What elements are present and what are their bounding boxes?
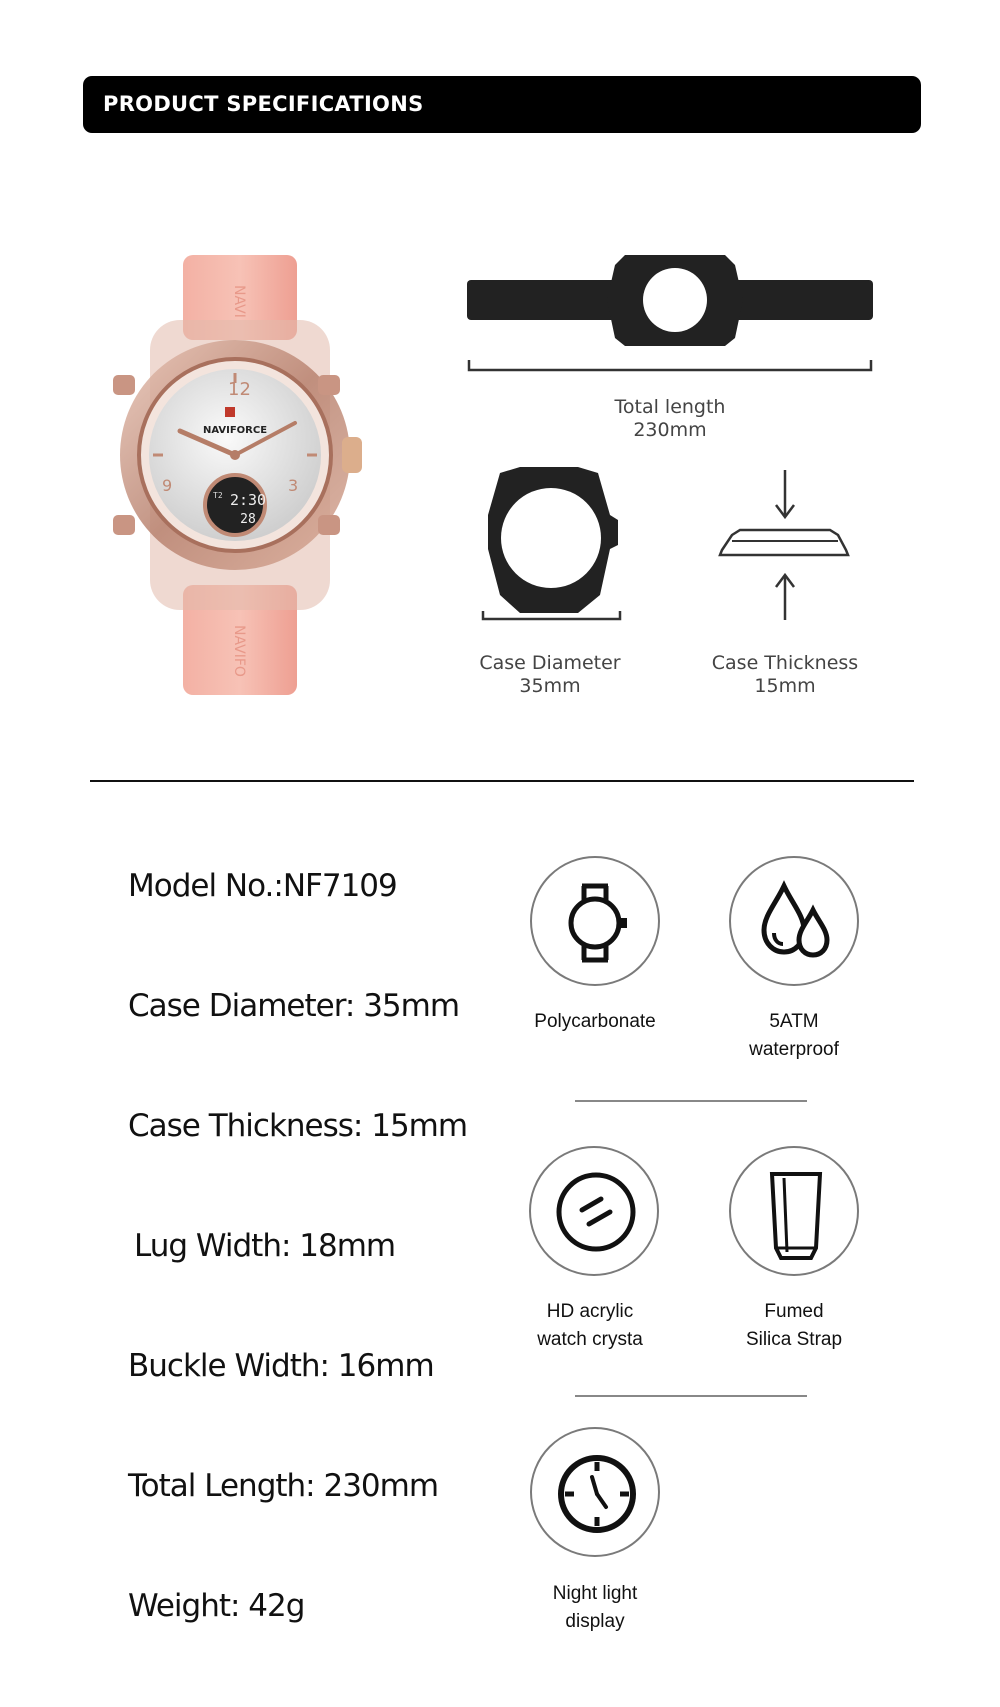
case-thickness-caption	[685, 652, 885, 698]
spec-total-length: Total Length: 230mm	[128, 1468, 439, 1504]
feature-label-line: Night light	[552, 1583, 638, 1604]
svg-text:12: 12	[228, 379, 251, 400]
svg-text:NAVI: NAVI	[231, 285, 247, 318]
strap-length-diagram	[465, 250, 875, 380]
section-divider	[90, 780, 914, 782]
feature-silica-strap-label	[704, 1298, 884, 1354]
watch-case-icon	[532, 858, 662, 988]
feature-silica-strap	[729, 1146, 859, 1276]
feature-acrylic-crystal	[529, 1146, 659, 1276]
case-diameter-value: 35mm	[519, 675, 581, 697]
case-thickness-value: 15mm	[754, 675, 816, 697]
feature-night-light-label	[505, 1580, 685, 1636]
spec-buckle-width: Buckle Width: 16mm	[128, 1348, 434, 1384]
feature-night-light	[530, 1427, 660, 1557]
spec-case-diameter: Case Diameter: 35mm	[128, 988, 460, 1024]
feature-label-line: Polycarbonate	[534, 1011, 656, 1032]
spec-case-thickness: Case Thickness: 15mm	[128, 1108, 468, 1144]
strap-icon	[731, 1148, 861, 1278]
feature-label-line: watch crysta	[537, 1329, 643, 1350]
section-title: PRODUCT SPECIFICATIONS	[103, 92, 424, 116]
section-header	[83, 76, 921, 133]
case-thickness-label: Case Thickness	[711, 652, 859, 674]
feature-waterproof	[729, 856, 859, 986]
feature-label-line: 5ATM	[769, 1011, 819, 1032]
water-drops-icon	[731, 858, 861, 988]
watch-product-image	[110, 255, 380, 695]
total-length-value: 230mm	[633, 419, 707, 441]
case-diameter-label: Case Diameter	[479, 652, 621, 674]
case-thickness-diagram	[710, 465, 860, 625]
svg-text:3: 3	[288, 476, 299, 495]
spec-model-number: Model No.:NF7109	[128, 868, 397, 904]
feature-label-line: Silica Strap	[745, 1329, 843, 1350]
clock-icon	[532, 1429, 662, 1559]
acrylic-crystal-icon	[531, 1148, 661, 1278]
watch-brand-text: NAVIFORCE	[202, 425, 268, 436]
feature-divider	[575, 1395, 807, 1397]
feature-waterproof-label	[704, 1008, 884, 1064]
digital-time-text: 2:30	[229, 491, 267, 509]
feature-divider	[575, 1100, 807, 1102]
feature-acrylic-crystal-label	[500, 1298, 680, 1354]
feature-label-line: HD acrylic	[546, 1301, 634, 1322]
total-length-caption	[570, 396, 770, 442]
case-diameter-caption	[450, 652, 650, 698]
spec-lug-width: Lug Width: 18mm	[134, 1228, 396, 1264]
feature-polycarbonate-label	[505, 1008, 685, 1036]
digital-seconds-text: 28	[240, 512, 256, 527]
total-length-label: Total length	[614, 396, 726, 418]
feature-label-line: display	[565, 1611, 625, 1632]
case-diameter-diagram	[478, 465, 623, 625]
spec-weight: Weight: 42g	[128, 1588, 305, 1624]
svg-text:NAVIFO: NAVIFO	[231, 625, 247, 677]
feature-polycarbonate	[530, 856, 660, 986]
digital-mode-text: T2	[213, 491, 223, 500]
feature-label-line: waterproof	[749, 1039, 839, 1060]
svg-text:9: 9	[162, 476, 173, 495]
feature-label-line: Fumed	[764, 1301, 824, 1322]
